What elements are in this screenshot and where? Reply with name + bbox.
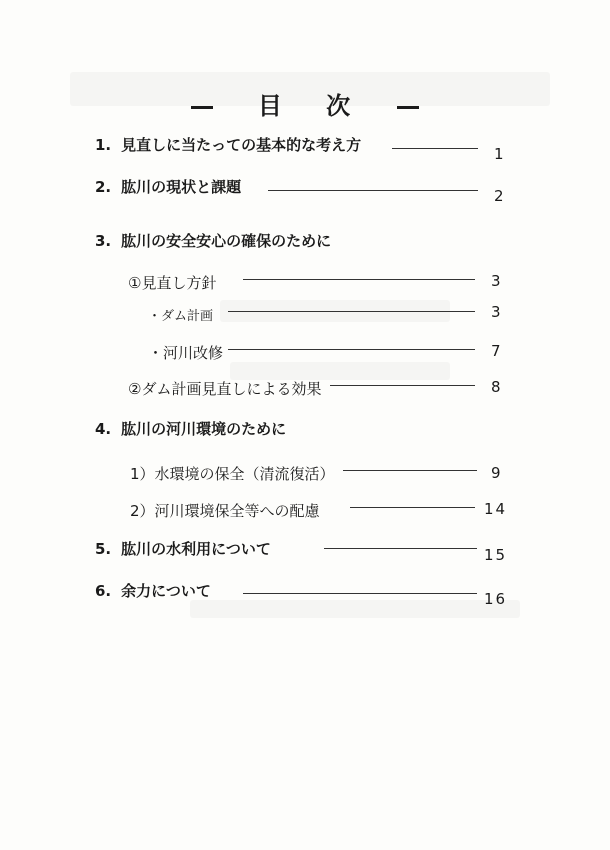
- title-dash: [191, 106, 213, 109]
- entry-label: 肱川の現状と課題: [121, 178, 242, 196]
- leader-line: [268, 190, 478, 191]
- leader-line: [228, 311, 475, 312]
- toc-entry-2: [95, 176, 241, 197]
- toc-entry-3: [95, 230, 331, 251]
- title-char: 目: [257, 92, 284, 120]
- entry-number: 4.: [95, 420, 112, 438]
- entry-page-number: 3: [491, 272, 503, 290]
- entry-number: 6.: [95, 582, 112, 600]
- title-dash: [397, 106, 419, 109]
- toc-entry-6: [95, 580, 211, 601]
- entry-page-number: 3: [491, 303, 503, 321]
- entry-page-number: 16: [484, 590, 508, 608]
- leader-line: [392, 148, 478, 149]
- leader-line: [243, 593, 477, 594]
- entry-page-number: 14: [484, 500, 508, 518]
- entry-label: ②ダム計画見直しによる効果: [128, 380, 322, 398]
- entry-number: 5.: [95, 540, 112, 558]
- toc-entry-4-2: [130, 500, 320, 521]
- entry-label: 余力について: [121, 582, 211, 600]
- toc-entry-3-1: [128, 272, 216, 293]
- entry-page-number: 1: [494, 145, 506, 163]
- entry-page-number: 15: [484, 546, 508, 564]
- entry-page-number: 8: [491, 378, 503, 396]
- entry-number: 2.: [95, 178, 112, 196]
- entry-label: 2）河川環境保全等への配慮: [130, 502, 320, 520]
- entry-label: 1）水環境の保全（清流復活）: [130, 465, 335, 483]
- leader-line: [343, 470, 477, 471]
- leader-line: [243, 279, 475, 280]
- leader-line: [228, 349, 475, 350]
- toc-entry-1: [95, 134, 361, 155]
- entry-number: 3.: [95, 232, 112, 250]
- leader-line: [350, 507, 475, 508]
- entry-number: 1.: [95, 136, 112, 154]
- toc-entry-5: [95, 538, 271, 559]
- entry-label: ・ダム計画: [148, 309, 214, 324]
- entry-label: 肱川の水利用について: [121, 540, 271, 558]
- entry-label: ①見直し方針: [128, 274, 217, 292]
- toc-entry-3-2: [128, 378, 321, 399]
- entry-label: ・河川改修: [148, 344, 224, 362]
- entry-label: 肱川の河川環境のために: [121, 420, 287, 438]
- entry-page-number: 9: [491, 464, 503, 482]
- leader-line: [330, 385, 475, 386]
- entry-label: 見直しに当たっての基本的な考え方: [121, 136, 362, 154]
- bleed-through-mark: [190, 600, 520, 618]
- title-char: 次: [326, 92, 353, 120]
- toc-entry-4-1: [130, 463, 335, 484]
- entry-page-number: 7: [491, 342, 503, 360]
- entry-page-number: 2: [494, 187, 506, 205]
- toc-entry-3-1-a: [148, 305, 213, 324]
- entry-label: 肱川の安全安心の確保のために: [121, 232, 332, 250]
- toc-entry-4: [95, 418, 286, 439]
- leader-line: [324, 548, 477, 549]
- toc-title: [0, 86, 610, 121]
- toc-entry-3-1-b: [148, 342, 223, 363]
